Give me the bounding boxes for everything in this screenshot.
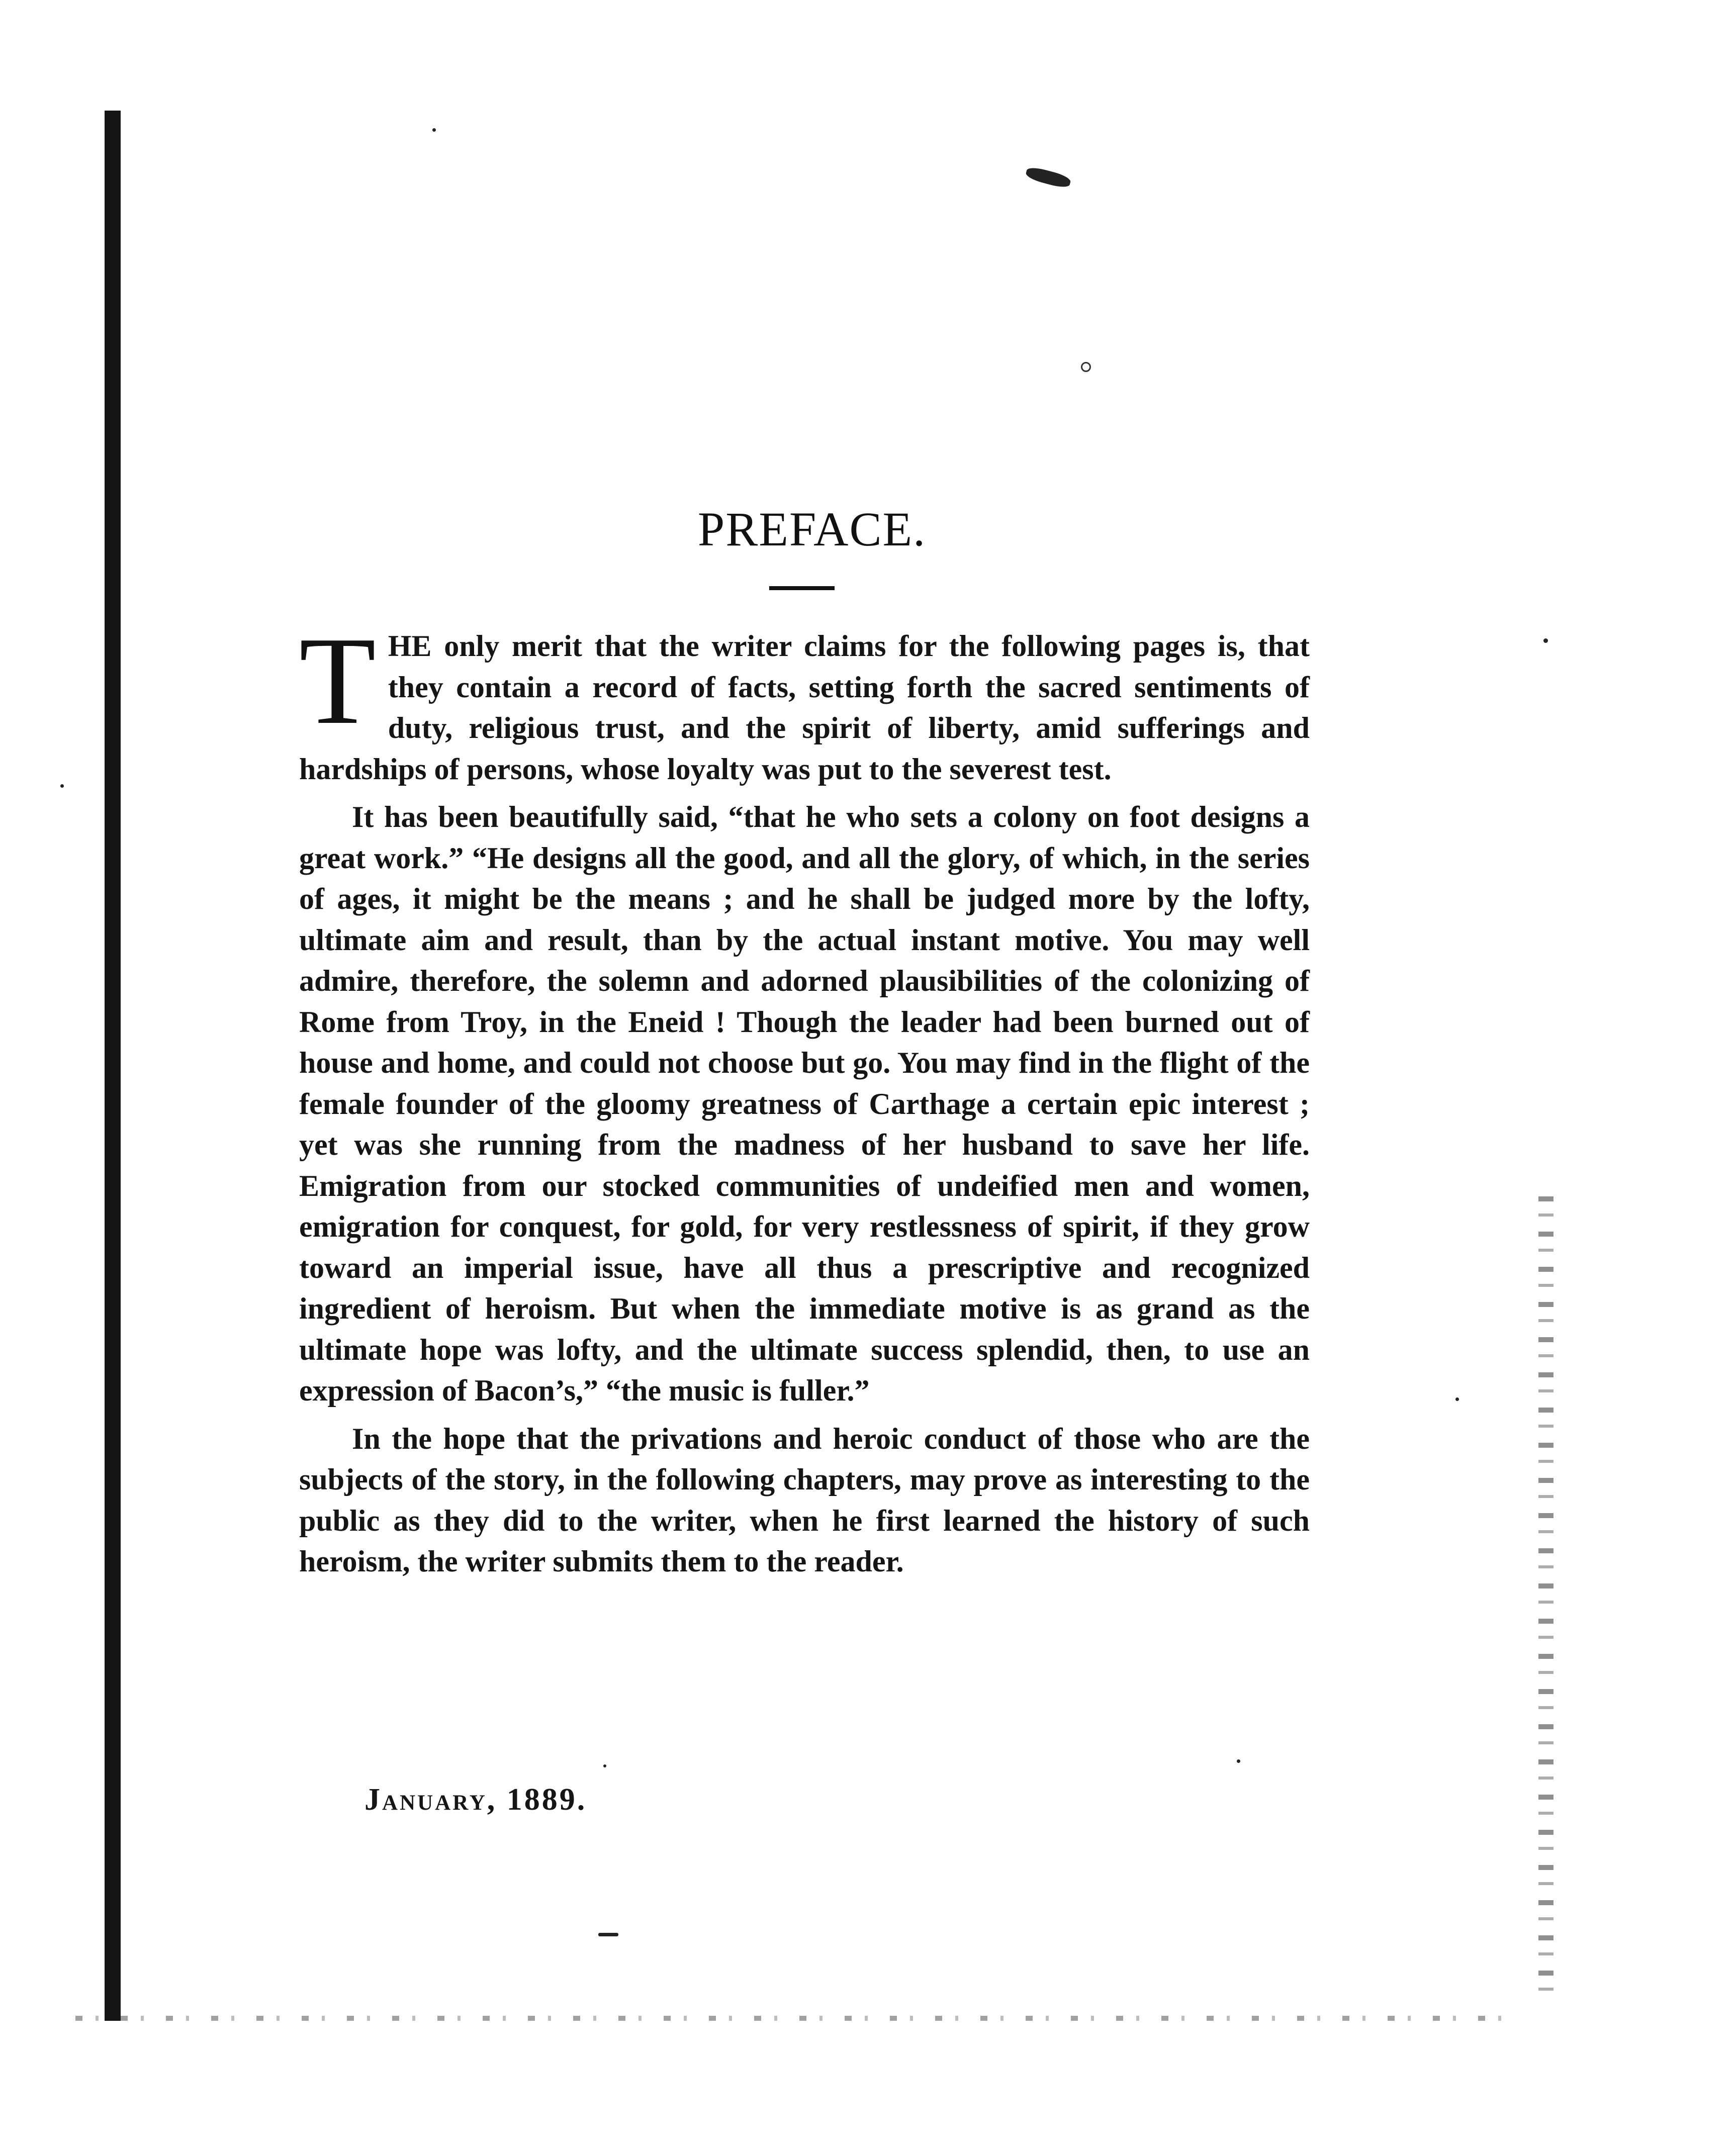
scan-speck xyxy=(1455,1397,1459,1401)
paragraph-1-text: HE only merit that the writer claims for the following pages is, that they contain a record of facts, setting forth the sacred sentiments of duty, religious trust, and the spirit of liberty, amid sufferings and hardships of persons, whose loyalty was put to the severest test. xyxy=(299,629,1310,786)
scan-speck xyxy=(1237,1759,1240,1763)
right-edge-noise xyxy=(1538,1196,1554,1991)
binding-edge xyxy=(105,111,121,2021)
scan-speck xyxy=(432,128,436,132)
preface-body xyxy=(299,611,1310,1582)
drop-cap: T xyxy=(299,611,376,751)
scan-speck xyxy=(603,1764,606,1767)
scan-speck xyxy=(1025,165,1072,190)
paragraph-3: In the hope that the privations and heroic conduct of those who are the subjects of the story, in the following chapters, may prove as interesting to the public as they did to the writer, when he first learned the history of such heroism, the writer submits them to the reader. xyxy=(299,1422,1310,1578)
title-rule xyxy=(769,586,835,590)
bottom-edge-noise xyxy=(75,2016,1508,2021)
scan-speck xyxy=(1081,362,1091,372)
paragraph-1 xyxy=(299,611,1310,790)
scan-speck xyxy=(598,1933,618,1936)
scan-speck xyxy=(60,784,64,788)
date-line: January, 1889. xyxy=(364,1783,587,1817)
scan-speck xyxy=(1543,638,1548,643)
paragraph-2: It has been beautifully said, “that he who sets a colony on foot designs a great work.” “He designs all the good, and all the glory, of which, in the series of ages, it might be the means ; and he shall be judged more by the lofty, ultimate aim and result, than by the actual instant motive. You may well admire, therefore, the solemn and adorned plausibilities of the colonizing of Rome from Troy, in the Eneid ! Though the leader had been burned out of house and home, and could not choose but go. You may find in the flight of the female founder of the gloomy greatness of Carthage a certain epic interest ; yet was she running from the madness of her husband to save her life. Emigration from our stocked communities of undeified men and women, emigration for conquest, for gold, for very restlessness of spirit, if they grow toward an imperial issue, have all thus a prescriptive and recognized ingredient of heroism. But when the immediate motive is as grand as the ultimate hope was lofty, and the ultimate success splendid, then, to use an expression of Bacon’s,” “the music is fuller.” xyxy=(299,800,1310,1407)
page-title: PREFACE. xyxy=(697,502,927,556)
